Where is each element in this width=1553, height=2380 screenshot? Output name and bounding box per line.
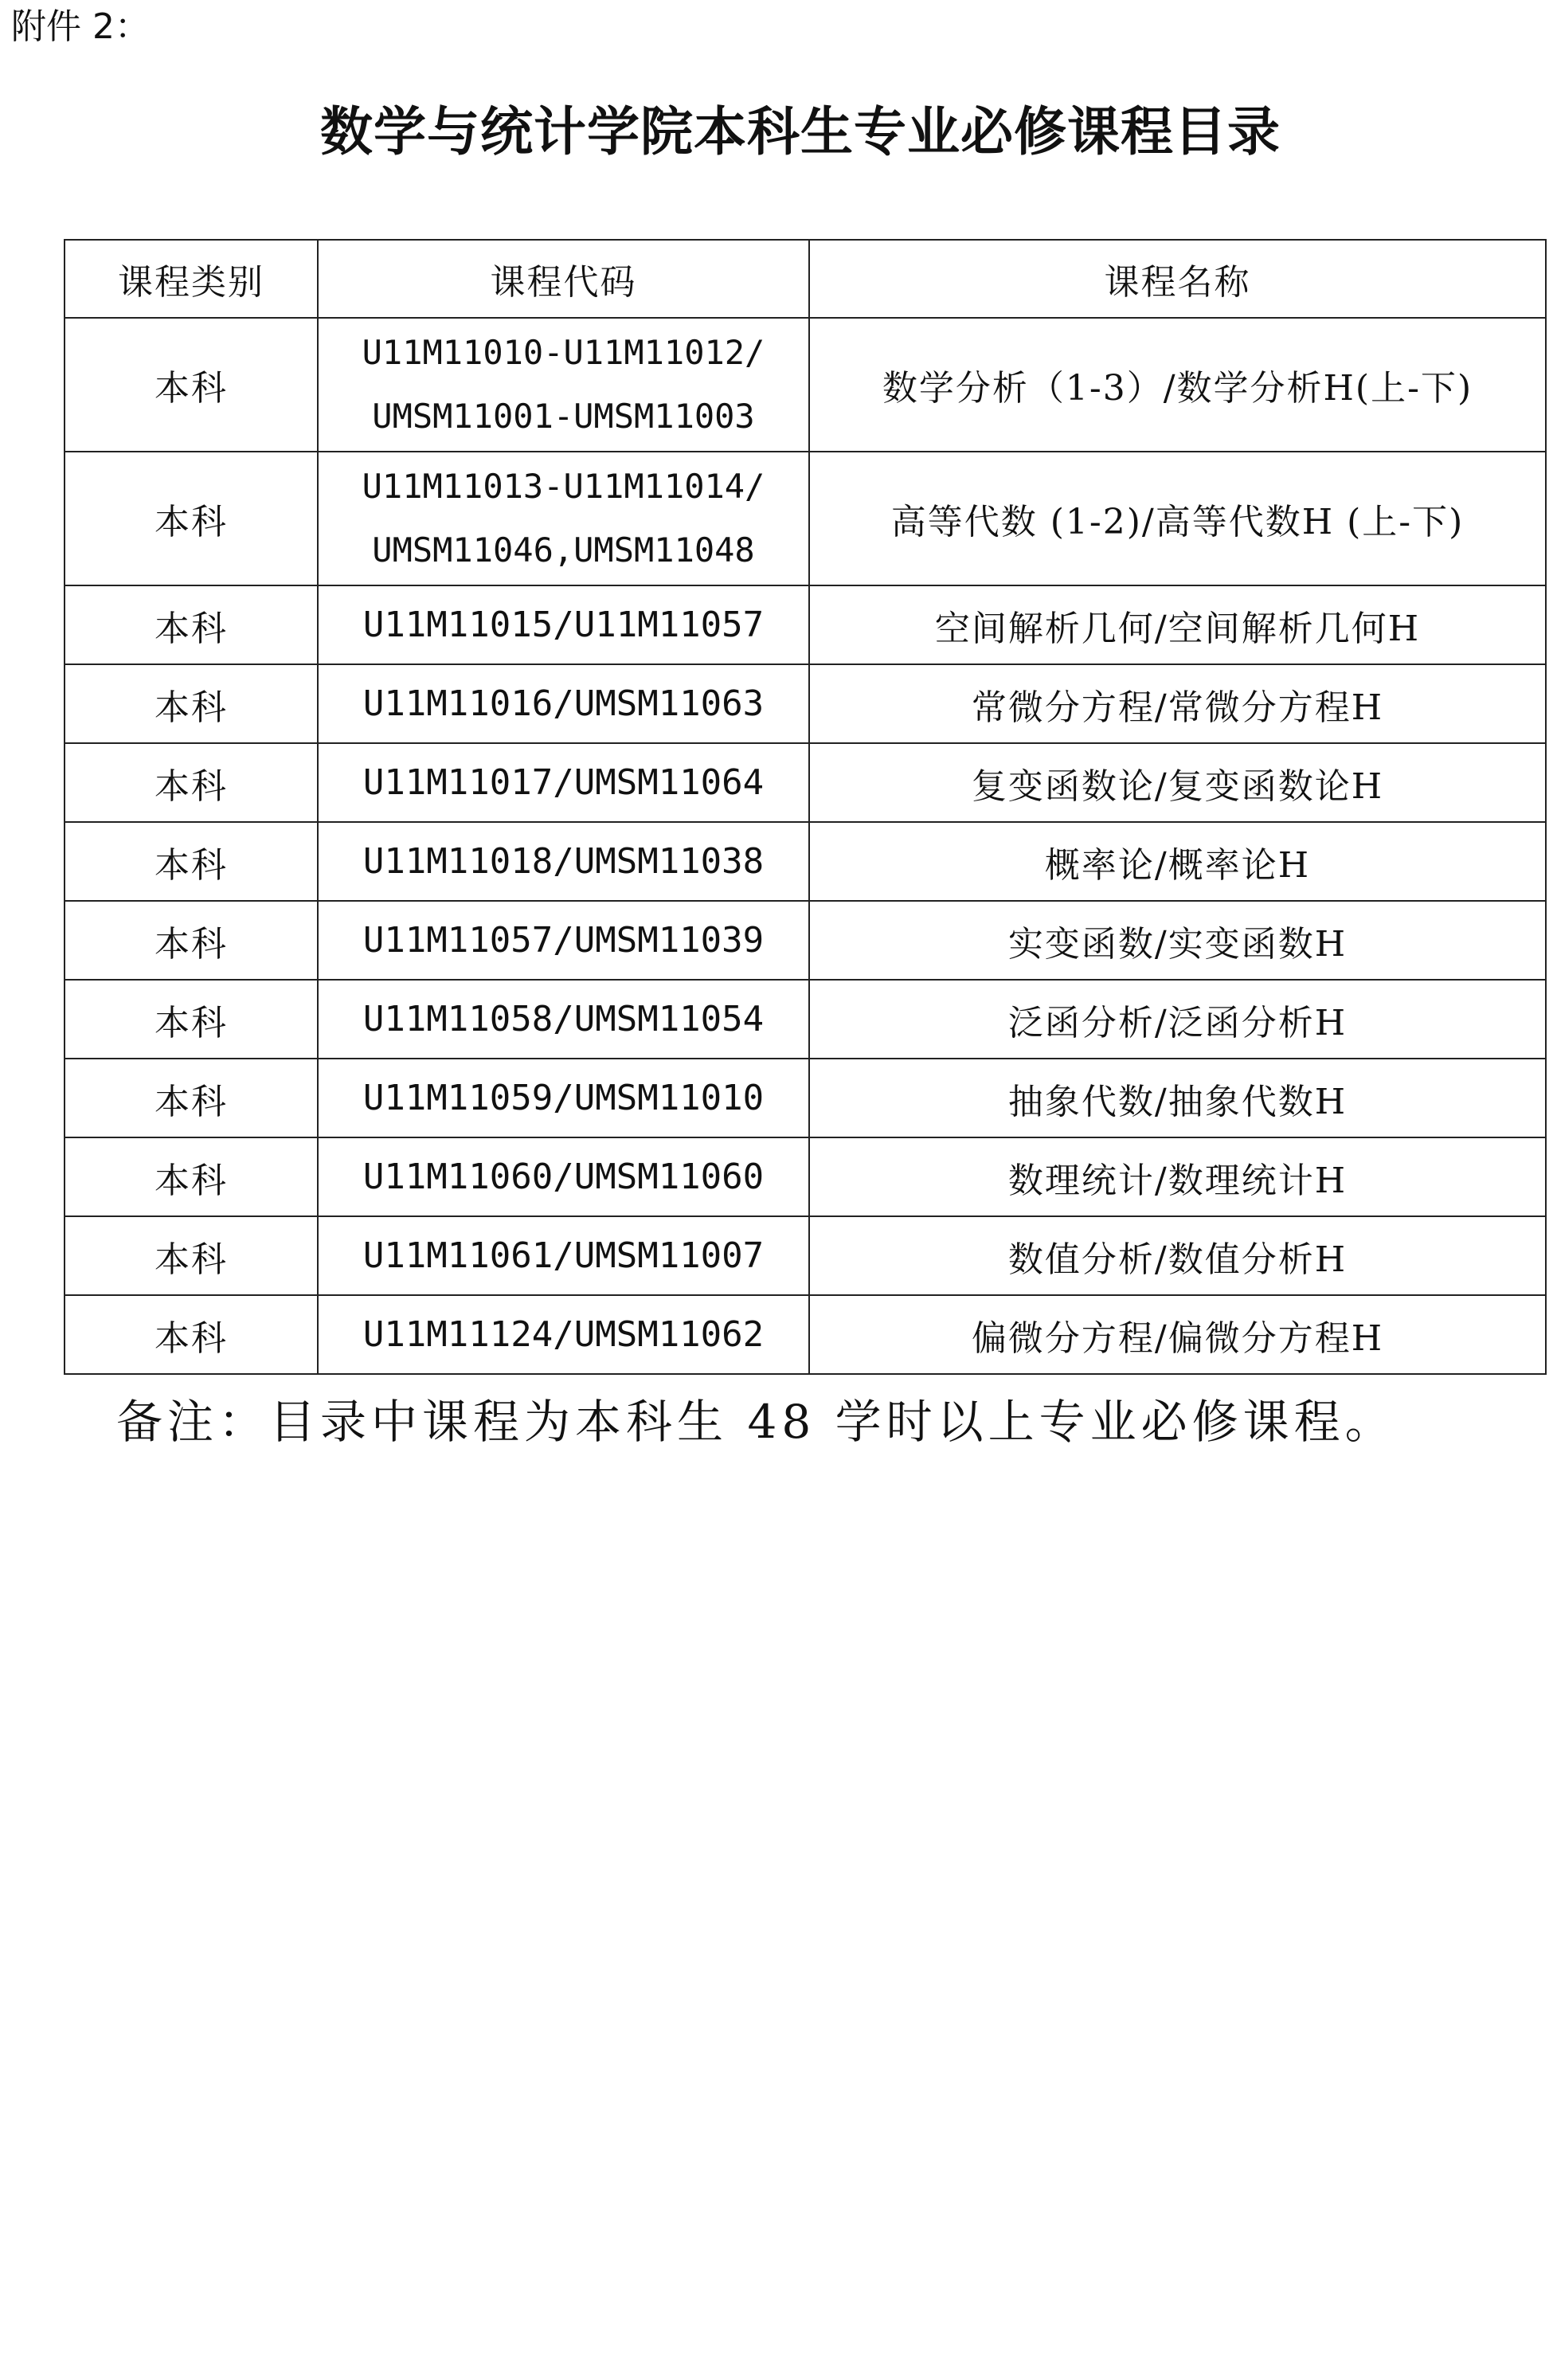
course-code-cell xyxy=(318,318,809,452)
course-name-cell: 数学分析（1-3）/数学分析H(上-下) xyxy=(809,318,1546,452)
course-code-cell: U11M11124/UMSM11062 xyxy=(318,1295,809,1374)
course-code-cell: U11M11057/UMSM11039 xyxy=(318,901,809,980)
footnote-remark: 备注：目录中课程为本科生 48 学时以上专业必修课程。 xyxy=(116,1395,1396,1449)
course-category-cell: 本科 xyxy=(65,743,318,822)
column-header-category: 课程类别 xyxy=(65,240,318,318)
table-row xyxy=(65,980,1546,1059)
table-row xyxy=(65,822,1546,901)
table-row xyxy=(65,318,1546,452)
course-code-cell xyxy=(318,452,809,585)
table-row xyxy=(65,1216,1546,1295)
course-name-cell: 空间解析几何/空间解析几何H xyxy=(809,585,1546,664)
course-code-cell: U11M11060/UMSM11060 xyxy=(318,1137,809,1216)
course-code-cell: U11M11015/U11M11057 xyxy=(318,585,809,664)
course-code-cell: U11M11059/UMSM11010 xyxy=(318,1059,809,1137)
course-category-cell: 本科 xyxy=(65,318,318,452)
course-category-cell: 本科 xyxy=(65,1295,318,1374)
course-category-cell: 本科 xyxy=(65,664,318,743)
table-row xyxy=(65,1059,1546,1137)
course-name-cell: 数理统计/数理统计H xyxy=(809,1137,1546,1216)
course-category-cell: 本科 xyxy=(65,822,318,901)
table-row xyxy=(65,585,1546,664)
course-name-cell: 实变函数/实变函数H xyxy=(809,901,1546,980)
course-code-cell: U11M11017/UMSM11064 xyxy=(318,743,809,822)
course-code-cell: U11M11061/UMSM11007 xyxy=(318,1216,809,1295)
course-category-cell: 本科 xyxy=(65,1059,318,1137)
course-name-cell: 偏微分方程/偏微分方程H xyxy=(809,1295,1546,1374)
table-row xyxy=(65,1137,1546,1216)
attachment-label: 附件 2： xyxy=(11,6,150,47)
table-row xyxy=(65,452,1546,585)
course-code-line: U11M11010-U11M11012/ xyxy=(362,333,765,372)
course-code-line: UMSM11046,UMSM11048 xyxy=(372,530,755,570)
course-category-cell: 本科 xyxy=(65,1216,318,1295)
table-row xyxy=(65,664,1546,743)
table-row xyxy=(65,743,1546,822)
table-row xyxy=(65,901,1546,980)
course-code-line: UMSM11001-UMSM11003 xyxy=(372,397,755,436)
course-name-cell: 数值分析/数值分析H xyxy=(809,1216,1546,1295)
course-category-cell: 本科 xyxy=(65,452,318,585)
course-code-cell: U11M11016/UMSM11063 xyxy=(318,664,809,743)
page-title: 数学与统计学院本科生专业必修课程目录 xyxy=(320,101,1281,162)
column-header-code: 课程代码 xyxy=(318,240,809,318)
course-name-cell: 概率论/概率论H xyxy=(809,822,1546,901)
course-name-cell: 常微分方程/常微分方程H xyxy=(809,664,1546,743)
course-code-line: U11M11013-U11M11014/ xyxy=(362,467,765,506)
column-header-name: 课程名称 xyxy=(809,240,1546,318)
table-header-row xyxy=(65,240,1546,318)
course-category-cell: 本科 xyxy=(65,1137,318,1216)
table-row xyxy=(65,1295,1546,1374)
course-name-cell: 复变函数论/复变函数论H xyxy=(809,743,1546,822)
course-code-cell: U11M11058/UMSM11054 xyxy=(318,980,809,1059)
course-catalog-table xyxy=(64,239,1547,1375)
course-name-cell: 泛函分析/泛函分析H xyxy=(809,980,1546,1059)
course-name-cell: 抽象代数/抽象代数H xyxy=(809,1059,1546,1137)
course-category-cell: 本科 xyxy=(65,980,318,1059)
course-code-cell: U11M11018/UMSM11038 xyxy=(318,822,809,901)
course-category-cell: 本科 xyxy=(65,585,318,664)
course-category-cell: 本科 xyxy=(65,901,318,980)
course-name-cell: 高等代数 (1-2)/高等代数H (上-下) xyxy=(809,452,1546,585)
